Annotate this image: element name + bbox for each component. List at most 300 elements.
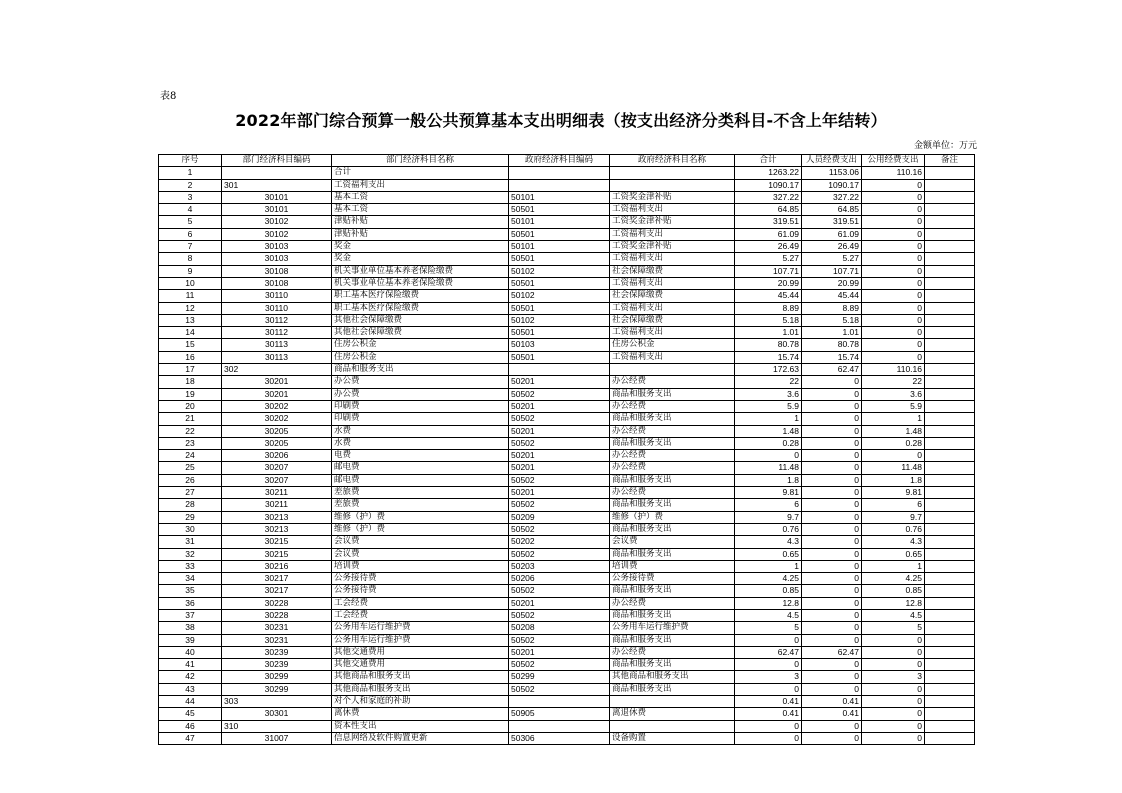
personnel-cell: 0 (802, 659, 862, 671)
remark-cell (925, 499, 975, 511)
remark-cell (925, 204, 975, 216)
seq-cell: 11 (159, 290, 222, 302)
total-cell: 0.28 (735, 437, 802, 449)
public-cell: 11.48 (862, 462, 925, 474)
remark-cell (925, 241, 975, 253)
table-row (159, 191, 975, 203)
personnel-cell: 80.78 (802, 339, 862, 351)
table-row (159, 487, 975, 499)
gov-code-cell: 50501 (509, 228, 610, 240)
dept-code-cell: 30206 (222, 450, 332, 462)
dept-name-cell: 其他社会保障缴费 (332, 314, 509, 326)
personnel-cell: 1.01 (802, 327, 862, 339)
dept-code-cell: 30215 (222, 536, 332, 548)
remark-cell (925, 732, 975, 744)
col-header-gov-code: 政府经济科目编码 (509, 155, 610, 167)
table-row (159, 400, 975, 412)
dept-name-cell: 其他交通费用 (332, 646, 509, 658)
table-row (159, 450, 975, 462)
dept-name-cell: 住房公积金 (332, 339, 509, 351)
table-row (159, 683, 975, 695)
dept-name-cell: 工会经费 (332, 609, 509, 621)
dept-name-cell: 奖金 (332, 253, 509, 265)
seq-cell: 37 (159, 609, 222, 621)
gov-name-cell: 办公经费 (610, 646, 735, 658)
total-cell: 0 (735, 732, 802, 744)
personnel-cell: 0 (802, 560, 862, 572)
gov-code-cell: 50502 (509, 474, 610, 486)
gov-name-cell: 离退休费 (610, 708, 735, 720)
personnel-cell: 327.22 (802, 191, 862, 203)
dept-name-cell: 其他商品和服务支出 (332, 671, 509, 683)
remark-cell (925, 462, 975, 474)
seq-cell: 18 (159, 376, 222, 388)
public-cell: 0 (862, 277, 925, 289)
total-cell: 1 (735, 560, 802, 572)
dept-code-cell: 30205 (222, 437, 332, 449)
table-row (159, 523, 975, 535)
table-row (159, 671, 975, 683)
personnel-cell: 0 (802, 573, 862, 585)
dept-code-cell: 30213 (222, 523, 332, 535)
gov-code-cell: 50502 (509, 523, 610, 535)
gov-name-cell: 公务接待费 (610, 573, 735, 585)
table-row (159, 388, 975, 400)
dept-name-cell: 基本工资 (332, 204, 509, 216)
dept-code-cell: 30215 (222, 548, 332, 560)
gov-code-cell: 50502 (509, 609, 610, 621)
gov-code-cell: 50502 (509, 437, 610, 449)
total-cell: 0.76 (735, 523, 802, 535)
gov-code-cell: 50208 (509, 622, 610, 634)
public-cell: 4.5 (862, 609, 925, 621)
gov-name-cell: 工资奖金津补贴 (610, 191, 735, 203)
gov-name-cell: 办公经费 (610, 487, 735, 499)
public-cell: 12.8 (862, 597, 925, 609)
total-cell: 0 (735, 683, 802, 695)
public-cell: 1 (862, 560, 925, 572)
gov-name-cell (610, 720, 735, 732)
public-cell: 1.8 (862, 474, 925, 486)
gov-code-cell: 50101 (509, 216, 610, 228)
seq-cell: 23 (159, 437, 222, 449)
dept-name-cell: 邮电费 (332, 474, 509, 486)
public-cell: 0 (862, 327, 925, 339)
dept-code-cell: 30231 (222, 622, 332, 634)
dept-code-cell: 30201 (222, 376, 332, 388)
personnel-cell: 8.89 (802, 302, 862, 314)
table-row (159, 179, 975, 191)
total-cell: 22 (735, 376, 802, 388)
seq-cell: 28 (159, 499, 222, 511)
table-row (159, 437, 975, 449)
seq-cell: 6 (159, 228, 222, 240)
personnel-cell: 0 (802, 683, 862, 695)
dept-name-cell: 会议费 (332, 548, 509, 560)
dept-name-cell: 其他商品和服务支出 (332, 683, 509, 695)
dept-code-cell: 30216 (222, 560, 332, 572)
total-cell: 5.27 (735, 253, 802, 265)
gov-code-cell: 50102 (509, 314, 610, 326)
gov-code-cell: 50201 (509, 400, 610, 412)
gov-code-cell: 50502 (509, 413, 610, 425)
personnel-cell: 0 (802, 400, 862, 412)
personnel-cell: 45.44 (802, 290, 862, 302)
seq-cell: 45 (159, 708, 222, 720)
gov-name-cell (610, 696, 735, 708)
total-cell: 1.01 (735, 327, 802, 339)
dept-name-cell: 工资福利支出 (332, 179, 509, 191)
dept-name-cell: 基本工资 (332, 191, 509, 203)
gov-name-cell: 工资福利支出 (610, 302, 735, 314)
remark-cell (925, 167, 975, 179)
public-cell: 0 (862, 216, 925, 228)
gov-name-cell: 商品和服务支出 (610, 388, 735, 400)
public-cell: 0 (862, 683, 925, 695)
seq-cell: 44 (159, 696, 222, 708)
table-row (159, 634, 975, 646)
personnel-cell: 0 (802, 634, 862, 646)
public-cell: 110.16 (862, 364, 925, 376)
gov-code-cell: 50201 (509, 450, 610, 462)
gov-name-cell: 办公经费 (610, 425, 735, 437)
dept-name-cell: 津贴补贴 (332, 228, 509, 240)
total-cell: 0.41 (735, 696, 802, 708)
col-header-gov-name: 政府经济科目名称 (610, 155, 735, 167)
gov-code-cell: 50201 (509, 487, 610, 499)
remark-cell (925, 474, 975, 486)
dept-code-cell: 30211 (222, 487, 332, 499)
seq-cell: 40 (159, 646, 222, 658)
remark-cell (925, 683, 975, 695)
table-row (159, 413, 975, 425)
public-cell: 0 (862, 302, 925, 314)
dept-code-cell: 30239 (222, 646, 332, 658)
public-cell: 0 (862, 634, 925, 646)
public-cell: 0 (862, 659, 925, 671)
dept-code-cell: 30101 (222, 191, 332, 203)
dept-name-cell: 职工基本医疗保险缴费 (332, 290, 509, 302)
dept-code-cell: 302 (222, 364, 332, 376)
dept-name-cell: 差旅费 (332, 499, 509, 511)
seq-cell: 39 (159, 634, 222, 646)
dept-name-cell: 维修（护）费 (332, 523, 509, 535)
dept-code-cell: 30301 (222, 708, 332, 720)
seq-cell: 42 (159, 671, 222, 683)
gov-name-cell: 办公经费 (610, 450, 735, 462)
dept-code-cell: 30205 (222, 425, 332, 437)
remark-cell (925, 573, 975, 585)
table-row (159, 265, 975, 277)
public-cell: 0 (862, 720, 925, 732)
personnel-cell: 62.47 (802, 646, 862, 658)
gov-code-cell: 50201 (509, 425, 610, 437)
remark-cell (925, 659, 975, 671)
gov-code-cell: 50306 (509, 732, 610, 744)
personnel-cell: 0 (802, 622, 862, 634)
dept-name-cell: 职工基本医疗保险缴费 (332, 302, 509, 314)
gov-code-cell: 50501 (509, 327, 610, 339)
total-cell: 107.71 (735, 265, 802, 277)
dept-name-cell: 办公费 (332, 376, 509, 388)
gov-code-cell: 50102 (509, 265, 610, 277)
personnel-cell: 15.74 (802, 351, 862, 363)
gov-name-cell: 商品和服务支出 (610, 523, 735, 535)
dept-name-cell: 机关事业单位基本养老保险缴费 (332, 265, 509, 277)
gov-name-cell: 维修（护）费 (610, 511, 735, 523)
dept-name-cell: 对个人和家庭的补助 (332, 696, 509, 708)
public-cell: 4.25 (862, 573, 925, 585)
table-row (159, 548, 975, 560)
remark-cell (925, 720, 975, 732)
seq-cell: 47 (159, 732, 222, 744)
remark-cell (925, 388, 975, 400)
dept-name-cell: 机关事业单位基本养老保险缴费 (332, 277, 509, 289)
remark-cell (925, 290, 975, 302)
unit-label: 金额单位：万元 (913, 141, 977, 151)
total-cell: 3 (735, 671, 802, 683)
dept-name-cell: 住房公积金 (332, 351, 509, 363)
dept-code-cell: 30108 (222, 265, 332, 277)
dept-name-cell: 公务接待费 (332, 573, 509, 585)
dept-code-cell: 30108 (222, 277, 332, 289)
seq-cell: 36 (159, 597, 222, 609)
personnel-cell: 0 (802, 720, 862, 732)
gov-name-cell: 商品和服务支出 (610, 634, 735, 646)
table-row (159, 536, 975, 548)
gov-name-cell: 商品和服务支出 (610, 413, 735, 425)
dept-code-cell: 30201 (222, 388, 332, 400)
public-cell: 110.16 (862, 167, 925, 179)
personnel-cell: 0 (802, 548, 862, 560)
remark-cell (925, 696, 975, 708)
total-cell: 5.9 (735, 400, 802, 412)
table-row (159, 560, 975, 572)
total-cell: 0.41 (735, 708, 802, 720)
public-cell: 5.9 (862, 400, 925, 412)
dept-code-cell: 30217 (222, 573, 332, 585)
total-cell: 62.47 (735, 646, 802, 658)
gov-name-cell: 商品和服务支出 (610, 499, 735, 511)
personnel-cell: 0 (802, 523, 862, 535)
gov-code-cell: 50501 (509, 351, 610, 363)
gov-name-cell: 公务用车运行维护费 (610, 622, 735, 634)
dept-code-cell: 30202 (222, 400, 332, 412)
public-cell: 9.81 (862, 487, 925, 499)
seq-cell: 22 (159, 425, 222, 437)
table-row (159, 659, 975, 671)
gov-name-cell: 工资福利支出 (610, 327, 735, 339)
dept-code-cell: 30213 (222, 511, 332, 523)
total-cell: 3.6 (735, 388, 802, 400)
total-cell: 6 (735, 499, 802, 511)
public-cell: 0 (862, 179, 925, 191)
seq-cell: 24 (159, 450, 222, 462)
gov-name-cell: 社会保障缴费 (610, 314, 735, 326)
gov-name-cell: 工资奖金津补贴 (610, 216, 735, 228)
dept-name-cell: 水费 (332, 425, 509, 437)
dept-code-cell: 30103 (222, 253, 332, 265)
remark-cell (925, 646, 975, 658)
gov-code-cell: 50201 (509, 646, 610, 658)
personnel-cell: 0 (802, 511, 862, 523)
total-cell: 1.48 (735, 425, 802, 437)
gov-code-cell: 50209 (509, 511, 610, 523)
seq-cell: 8 (159, 253, 222, 265)
gov-code-cell: 50202 (509, 536, 610, 548)
dept-name-cell: 公务用车运行维护费 (332, 622, 509, 634)
gov-name-cell: 工资福利支出 (610, 277, 735, 289)
seq-cell: 38 (159, 622, 222, 634)
seq-cell: 32 (159, 548, 222, 560)
dept-name-cell: 维修（护）费 (332, 511, 509, 523)
total-cell: 61.09 (735, 228, 802, 240)
public-cell: 0 (862, 339, 925, 351)
dept-name-cell: 商品和服务支出 (332, 364, 509, 376)
dept-name-cell: 公务接待费 (332, 585, 509, 597)
gov-name-cell: 设备购置 (610, 732, 735, 744)
dept-code-cell: 30112 (222, 327, 332, 339)
seq-cell: 41 (159, 659, 222, 671)
header-row (159, 155, 975, 167)
gov-name-cell (610, 179, 735, 191)
total-cell: 0 (735, 450, 802, 462)
personnel-cell: 0 (802, 499, 862, 511)
public-cell: 1 (862, 413, 925, 425)
personnel-cell: 319.51 (802, 216, 862, 228)
dept-name-cell: 培训费 (332, 560, 509, 572)
remark-cell (925, 339, 975, 351)
personnel-cell: 0 (802, 462, 862, 474)
seq-cell: 21 (159, 413, 222, 425)
gov-code-cell: 50102 (509, 290, 610, 302)
table-row (159, 609, 975, 621)
table-row (159, 290, 975, 302)
dept-code-cell: 30217 (222, 585, 332, 597)
gov-code-cell: 50502 (509, 388, 610, 400)
gov-name-cell: 社会保障缴费 (610, 290, 735, 302)
table-row (159, 228, 975, 240)
gov-code-cell: 50905 (509, 708, 610, 720)
total-cell: 1090.17 (735, 179, 802, 191)
dept-name-cell: 水费 (332, 437, 509, 449)
gov-name-cell: 商品和服务支出 (610, 659, 735, 671)
remark-cell (925, 634, 975, 646)
gov-code-cell (509, 167, 610, 179)
remark-cell (925, 425, 975, 437)
public-cell: 0 (862, 696, 925, 708)
personnel-cell: 62.47 (802, 364, 862, 376)
table-row (159, 339, 975, 351)
public-cell: 0.65 (862, 548, 925, 560)
total-cell: 0.65 (735, 548, 802, 560)
gov-code-cell: 50101 (509, 191, 610, 203)
dept-code-cell: 30228 (222, 597, 332, 609)
public-cell: 0 (862, 646, 925, 658)
dept-name-cell: 离休费 (332, 708, 509, 720)
public-cell: 9.7 (862, 511, 925, 523)
gov-name-cell: 工资福利支出 (610, 204, 735, 216)
gov-code-cell: 50501 (509, 253, 610, 265)
personnel-cell: 0 (802, 413, 862, 425)
table-row (159, 462, 975, 474)
table-row (159, 364, 975, 376)
personnel-cell: 0 (802, 609, 862, 621)
gov-code-cell (509, 364, 610, 376)
gov-code-cell: 50101 (509, 241, 610, 253)
remark-cell (925, 622, 975, 634)
remark-cell (925, 228, 975, 240)
table-row (159, 585, 975, 597)
table-row (159, 277, 975, 289)
dept-name-cell: 其他交通费用 (332, 659, 509, 671)
personnel-cell: 0 (802, 474, 862, 486)
table-row (159, 314, 975, 326)
dept-code-cell: 30228 (222, 609, 332, 621)
dept-name-cell: 其他社会保障缴费 (332, 327, 509, 339)
total-cell: 12.8 (735, 597, 802, 609)
seq-cell: 31 (159, 536, 222, 548)
gov-code-cell: 50201 (509, 376, 610, 388)
dept-code-cell: 30207 (222, 462, 332, 474)
dept-name-cell: 电费 (332, 450, 509, 462)
gov-name-cell: 办公经费 (610, 597, 735, 609)
total-cell: 11.48 (735, 462, 802, 474)
dept-code-cell: 31007 (222, 732, 332, 744)
seq-cell: 16 (159, 351, 222, 363)
personnel-cell: 5.27 (802, 253, 862, 265)
remark-cell (925, 560, 975, 572)
gov-code-cell: 50502 (509, 499, 610, 511)
remark-cell (925, 487, 975, 499)
remark-cell (925, 548, 975, 560)
gov-name-cell: 培训费 (610, 560, 735, 572)
remark-cell (925, 536, 975, 548)
dept-code-cell: 30113 (222, 351, 332, 363)
remark-cell (925, 191, 975, 203)
gov-name-cell: 商品和服务支出 (610, 437, 735, 449)
personnel-cell: 0 (802, 388, 862, 400)
total-cell: 0 (735, 634, 802, 646)
total-cell: 1 (735, 413, 802, 425)
public-cell: 0 (862, 265, 925, 277)
total-cell: 4.25 (735, 573, 802, 585)
dept-code-cell: 30110 (222, 302, 332, 314)
personnel-cell: 0.41 (802, 696, 862, 708)
gov-name-cell: 办公经费 (610, 376, 735, 388)
seq-cell: 27 (159, 487, 222, 499)
gov-name-cell: 办公经费 (610, 462, 735, 474)
gov-code-cell (509, 179, 610, 191)
total-cell: 64.85 (735, 204, 802, 216)
table-row (159, 732, 975, 744)
table-row (159, 204, 975, 216)
remark-cell (925, 597, 975, 609)
seq-cell: 14 (159, 327, 222, 339)
remark-cell (925, 277, 975, 289)
dept-code-cell: 30231 (222, 634, 332, 646)
public-cell: 0.76 (862, 523, 925, 535)
col-header-remark: 备注 (925, 155, 975, 167)
total-cell: 4.3 (735, 536, 802, 548)
remark-cell (925, 708, 975, 720)
dept-code-cell: 30113 (222, 339, 332, 351)
dept-code-cell: 30207 (222, 474, 332, 486)
gov-name-cell (610, 167, 735, 179)
seq-cell: 30 (159, 523, 222, 535)
gov-code-cell: 50299 (509, 671, 610, 683)
table-row (159, 351, 975, 363)
